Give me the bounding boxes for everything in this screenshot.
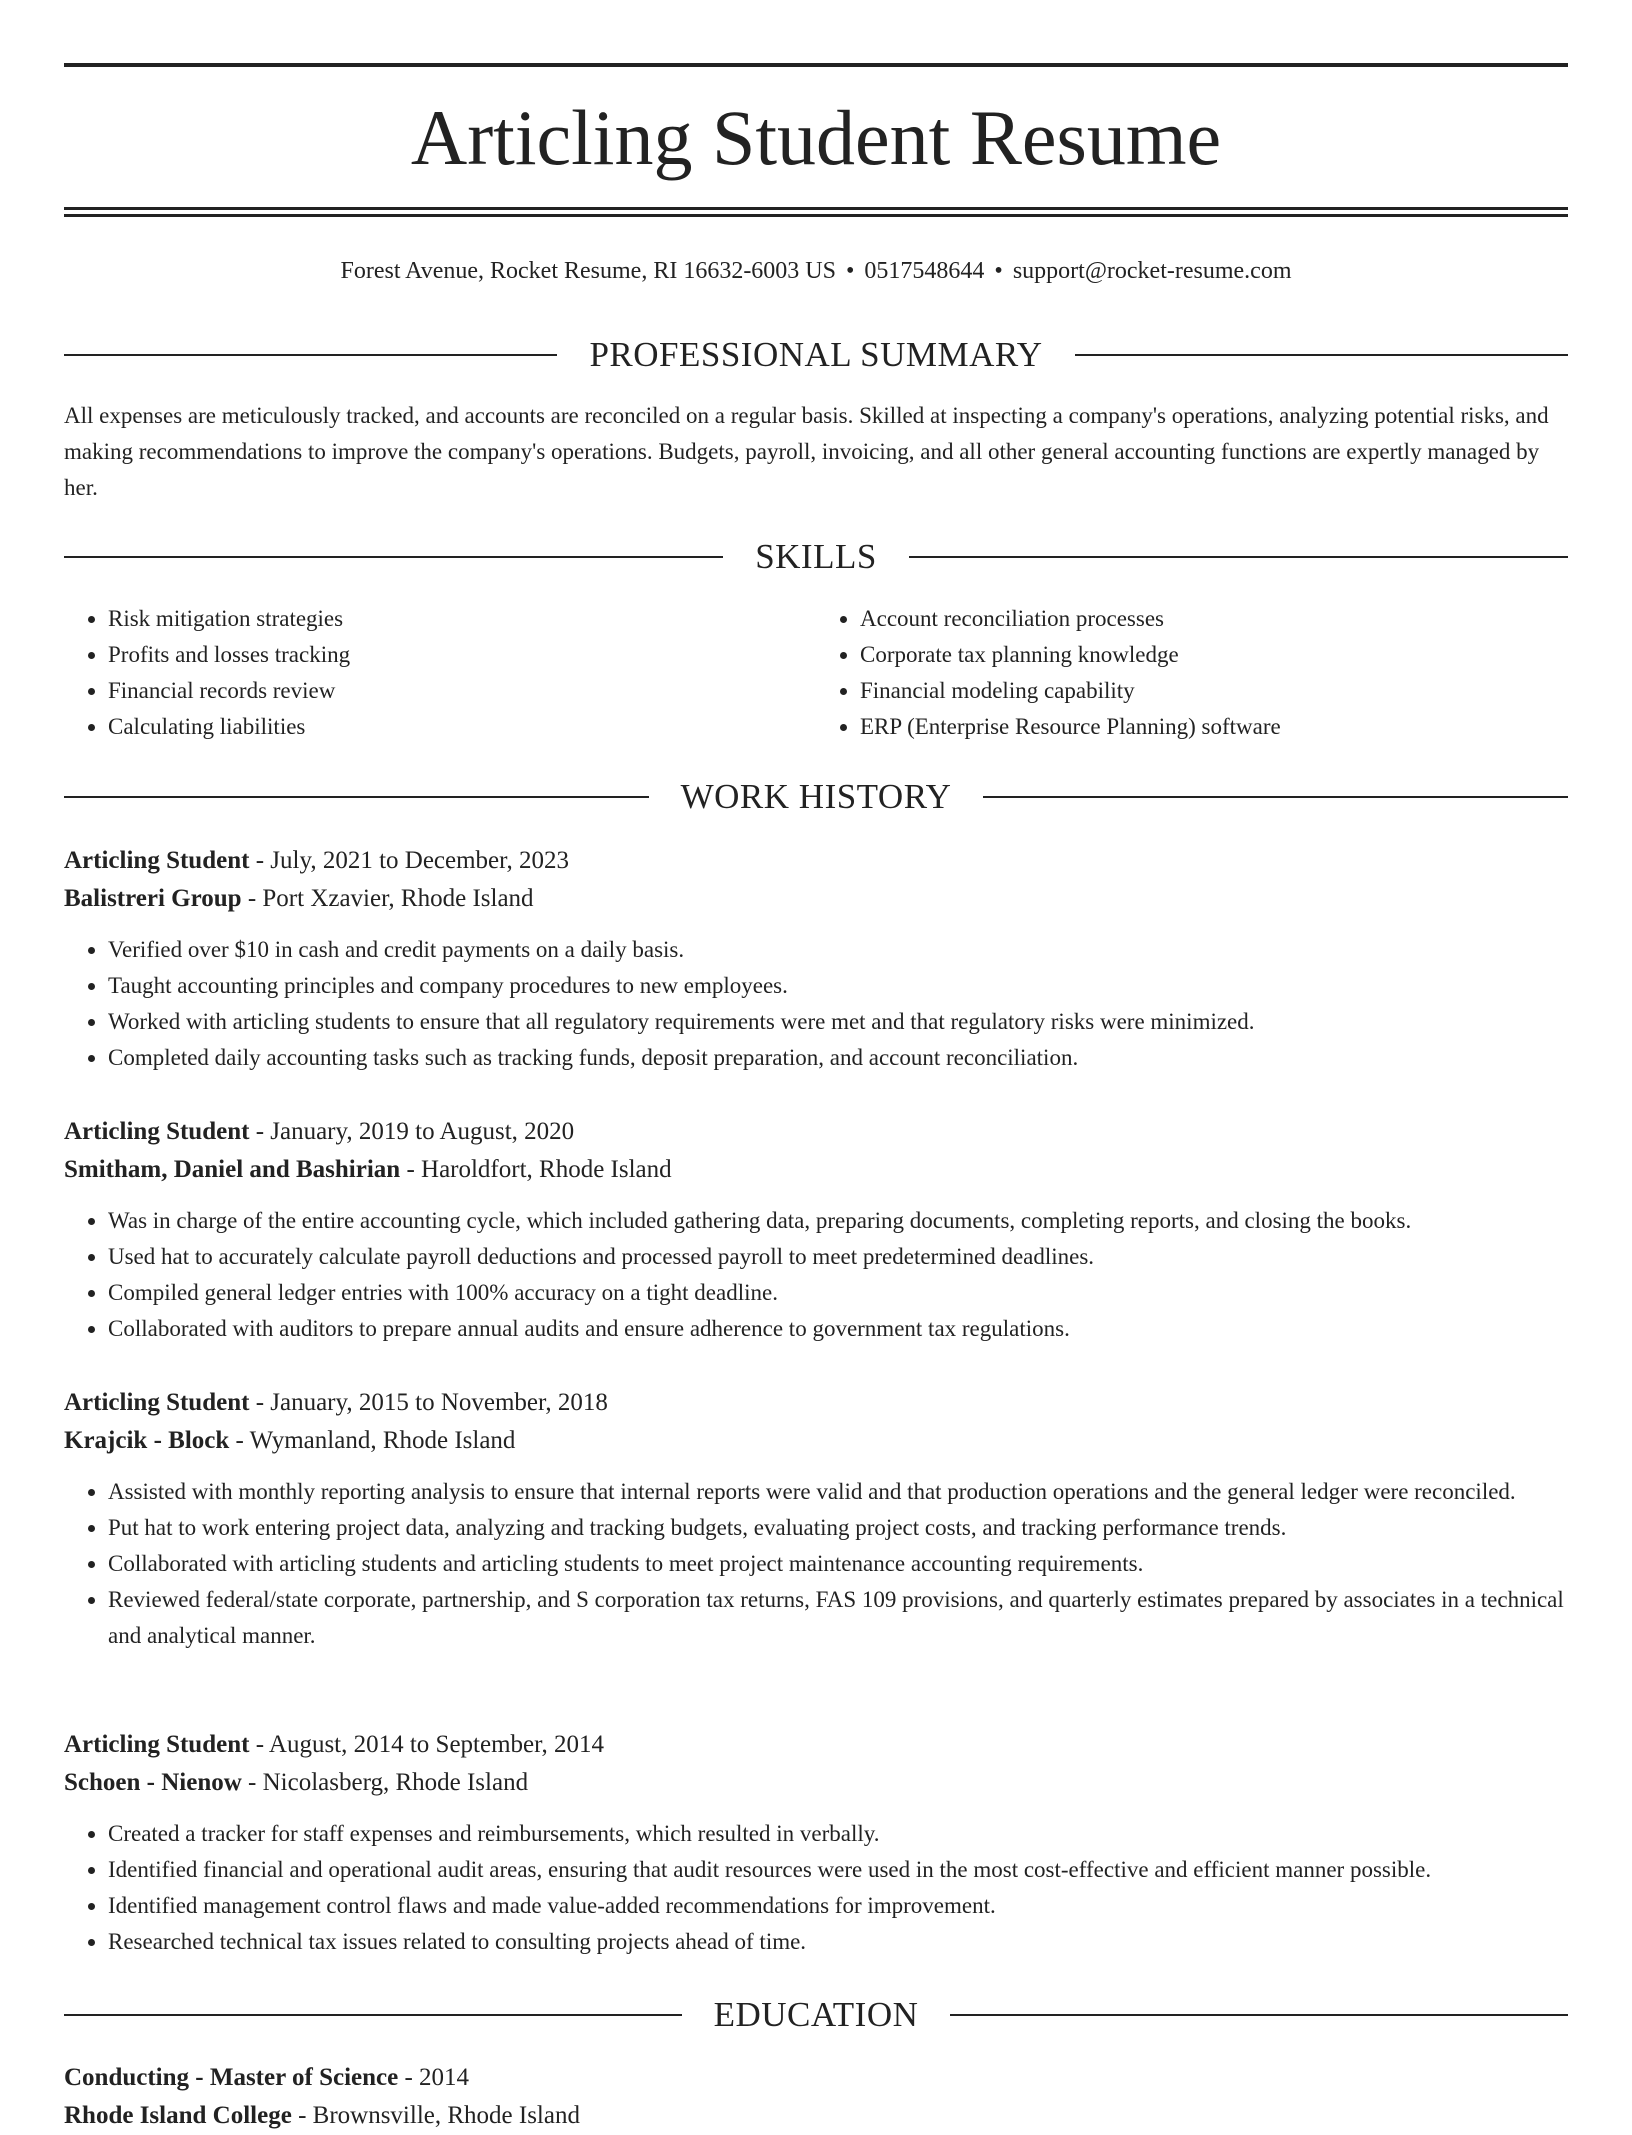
job-bullet: • Verified over $10 in cash and credit payments on a daily basis. — [108, 932, 1568, 968]
section-rule — [64, 2014, 682, 2016]
section-title: EDUCATION — [713, 1995, 919, 2034]
summary-text: All expenses are meticulously tracked, and accounts are reconciled on a regular basis. Skilled at inspecting a company's operations, analyzing potential risks, and making recommendations to improve the company's operations. Budgets, payroll, invoicing, and all other general accounting functions are expertly managed by her. — [64, 403, 1549, 500]
education-degree-line — [64, 2059, 1568, 2097]
job-title: Articling Student — [64, 847, 250, 874]
job-company: Schoen - Nienow — [64, 1769, 242, 1796]
section-rule — [950, 2014, 1568, 2016]
education-school: Rhode Island College — [64, 2102, 292, 2129]
job-dates: - January, 2015 to November, 2018 — [249, 1389, 608, 1416]
job-bullet: • Assisted with monthly reporting analysis to ensure that internal reports were valid and that production operations and the general ledger were reconciled. — [108, 1474, 1568, 1510]
contact-line — [64, 255, 1568, 287]
job-location: - Wymanland, Rhode Island — [229, 1427, 516, 1454]
job-entry — [64, 1113, 1568, 1347]
education-entry — [64, 2059, 1568, 2135]
top-rule — [64, 63, 1568, 67]
job-title: Articling Student — [64, 1389, 250, 1416]
contact-separator: • — [994, 258, 1003, 284]
contact-separator: • — [846, 258, 855, 284]
job-location: - Port Xzavier, Rhode Island — [241, 885, 534, 912]
contact-email: support@rocket-resume.com — [1012, 258, 1292, 284]
job-bullet: • Collaborated with auditors to prepare annual audits and ensure adherence to government tax regulations. — [108, 1311, 1568, 1347]
skills-list-right — [816, 601, 1568, 745]
section-rule — [909, 556, 1568, 558]
job-location: - Haroldfort, Rhode Island — [400, 1156, 672, 1183]
job-entry — [64, 1384, 1568, 1654]
section-title: PROFESSIONAL SUMMARY — [589, 335, 1043, 374]
job-bullet: • Was in charge of the entire accounting cycle, which included gathering data, preparing documents, completing reports, and closing the books. — [108, 1203, 1568, 1239]
job-bullet: • Identified management control flaws and made value-added recommendations for improvement. — [108, 1888, 1568, 1924]
job-entry — [64, 842, 1568, 1076]
skill-item: • Account reconciliation processes — [860, 601, 1568, 637]
job-title-line — [64, 1384, 1568, 1422]
education-school-line — [64, 2097, 1568, 2135]
section-title: WORK HISTORY — [680, 777, 952, 816]
job-company: Smitham, Daniel and Bashirian — [64, 1156, 401, 1183]
job-bullets — [64, 1816, 1568, 1960]
job-bullet: • Compiled general ledger entries with 100% accuracy on a tight deadline. — [108, 1275, 1568, 1311]
skill-item: • Profits and losses tracking — [108, 637, 816, 673]
section-header-skills — [64, 535, 1568, 579]
skill-item: • ERP (Enterprise Resource Planning) software — [860, 709, 1568, 745]
section-rule — [64, 796, 649, 798]
job-company: Balistreri Group — [64, 885, 242, 912]
skill-item: • Financial modeling capability — [860, 673, 1568, 709]
contact-phone: 0517548644 — [864, 258, 985, 284]
job-company-line — [64, 1764, 1568, 1802]
job-company: Krajcik - Block — [64, 1427, 230, 1454]
job-title: Articling Student — [64, 1118, 250, 1145]
job-bullet: • Reviewed federal/state corporate, partnership, and S corporation tax returns, FAS 109 provisions, and quarterly estimates prepared by associates in a technical and analytical manner. — [108, 1582, 1568, 1654]
job-company-line — [64, 1422, 1568, 1460]
section-header-education — [64, 1993, 1568, 2037]
skill-item: • Corporate tax planning knowledge — [860, 637, 1568, 673]
job-bullet: • Put hat to work entering project data, analyzing and tracking budgets, evaluating project costs, and tracking performance trends. — [108, 1510, 1568, 1546]
skill-item: • Financial records review — [108, 673, 816, 709]
section-rule — [983, 796, 1568, 798]
section-rule — [64, 354, 557, 356]
job-bullet: • Taught accounting principles and company procedures to new employees. — [108, 968, 1568, 1004]
job-entry — [64, 1726, 1568, 1960]
section-header-work — [64, 775, 1568, 819]
skill-item: • Calculating liabilities — [108, 709, 816, 745]
title-double-rule — [64, 207, 1568, 217]
job-bullets — [64, 1474, 1568, 1654]
job-bullets — [64, 932, 1568, 1076]
job-title: Articling Student — [64, 1731, 250, 1758]
job-location: - Nicolasberg, Rhode Island — [241, 1769, 529, 1796]
job-dates: - July, 2021 to December, 2023 — [249, 847, 569, 874]
job-bullet: • Worked with articling students to ensure that all regulatory requirements were met and that regulatory risks were minimized. — [108, 1004, 1568, 1040]
page-title: Articling Student Resume — [410, 94, 1222, 181]
section-title: SKILLS — [755, 537, 877, 576]
job-title-line — [64, 842, 1568, 880]
section-rule — [64, 556, 723, 558]
education-degree: Conducting - Master of Science — [64, 2064, 399, 2091]
job-bullet: • Completed daily accounting tasks such as tracking funds, deposit preparation, and account reconciliation. — [108, 1040, 1568, 1076]
job-bullet: • Created a tracker for staff expenses and reimbursements, which resulted in verbally. — [108, 1816, 1568, 1852]
skill-item: • Risk mitigation strategies — [108, 601, 816, 637]
job-dates: - August, 2014 to September, 2014 — [249, 1731, 604, 1758]
education-year: - 2014 — [398, 2064, 470, 2091]
job-bullet: • Used hat to accurately calculate payroll deductions and processed payroll to meet predetermined deadlines. — [108, 1239, 1568, 1275]
job-bullets — [64, 1203, 1568, 1347]
job-bullet: • Identified financial and operational audit areas, ensuring that audit resources were used in the most cost-effective and efficient manner possible. — [108, 1852, 1568, 1888]
contact-address: Forest Avenue, Rocket Resume, RI 16632-6003 US — [340, 258, 836, 284]
education-location: - Brownsville, Rhode Island — [291, 2102, 580, 2129]
job-company-line — [64, 1151, 1568, 1189]
job-bullet: • Researched technical tax issues related to consulting projects ahead of time. — [108, 1924, 1568, 1960]
job-bullet: • Collaborated with articling students and articling students to meet project maintenance accounting requirements. — [108, 1546, 1568, 1582]
job-title-line — [64, 1113, 1568, 1151]
job-dates: - January, 2019 to August, 2020 — [249, 1118, 575, 1145]
skills-list-left — [64, 601, 816, 745]
job-title-line — [64, 1726, 1568, 1764]
job-company-line — [64, 880, 1568, 918]
skills-columns — [64, 601, 1568, 745]
section-header-summary — [64, 333, 1568, 377]
section-rule — [1075, 354, 1568, 356]
